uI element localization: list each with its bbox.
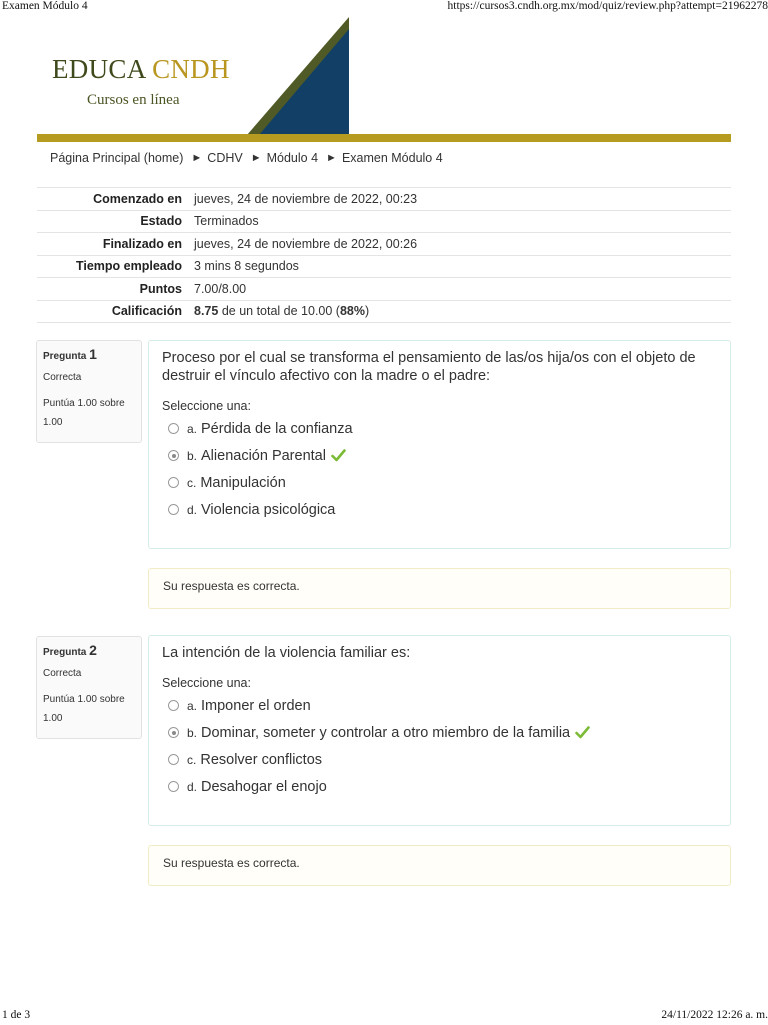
question-content-1: [148, 340, 731, 549]
grade-percent: 88%: [339, 304, 365, 319]
answer-options: [162, 415, 717, 523]
option-text: Manipulación: [200, 474, 286, 491]
question-label: Pregunta: [43, 351, 87, 362]
question-grade: Puntúa 1.00 sobre 1.00: [43, 694, 125, 724]
radio-button[interactable]: [168, 754, 179, 765]
radio-button-checked[interactable]: [168, 727, 179, 738]
print-footer: [0, 1009, 768, 1025]
option-text: Alienación Parental: [201, 447, 326, 464]
summary-label: Estado: [37, 210, 189, 233]
breadcrumb-separator-icon: ►: [326, 152, 337, 164]
question-info-2: [36, 636, 142, 739]
print-page-url: https://cursos3.cndh.org.mx/mod/quiz/review.php?attempt=21962278: [447, 0, 768, 12]
option-text: Violencia psicológica: [201, 501, 336, 518]
option-letter: d.: [187, 502, 198, 517]
answer-option[interactable]: [162, 692, 717, 719]
brand-name-accent: CNDH: [152, 54, 230, 84]
option-letter: a.: [187, 421, 198, 436]
summary-label: Puntos: [37, 278, 189, 301]
answer-options: [162, 692, 717, 800]
summary-value: 3 mins 8 segundos: [189, 255, 731, 278]
summary-row: [37, 233, 731, 256]
answer-option[interactable]: [162, 496, 717, 523]
radio-button-checked[interactable]: [168, 450, 179, 461]
option-letter: c.: [187, 752, 197, 767]
option-letter: b.: [187, 725, 198, 740]
site-header: [37, 17, 731, 143]
breadcrumb-item-module[interactable]: Módulo 4: [266, 151, 319, 165]
question-number-value: 1: [89, 346, 97, 362]
question-number-value: 2: [89, 642, 97, 658]
print-page-title: Examen Módulo 4: [2, 0, 88, 12]
answer-prompt: Seleccione una:: [162, 676, 251, 690]
breadcrumb-item-quiz[interactable]: Examen Módulo 4: [341, 151, 443, 165]
print-page-count: 1 de 3: [2, 1009, 31, 1021]
breadcrumb-item-home[interactable]: Página Principal (home): [50, 151, 184, 165]
summary-row: [37, 278, 731, 301]
question-number: [43, 642, 135, 658]
answer-prompt: Seleccione una:: [162, 399, 251, 413]
option-text: Pérdida de la confianza: [201, 420, 353, 437]
question-state: Correcta: [43, 668, 82, 679]
question-text: Proceso por el cual se transforma el pensamiento de las/os hija/os con el objeto de destruir el vínculo afectivo con la madre o el padre:: [162, 350, 696, 384]
summary-row: [37, 255, 731, 278]
question-label: Pregunta: [43, 647, 87, 658]
option-letter: c.: [187, 475, 197, 490]
grade-close: ): [365, 304, 370, 319]
radio-button[interactable]: [168, 423, 179, 434]
print-header: [0, 0, 768, 16]
breadcrumb: [50, 151, 443, 165]
summary-value: jueves, 24 de noviembre de 2022, 00:23: [189, 188, 731, 211]
question-feedback-2: Su respuesta es correcta.: [148, 845, 731, 886]
attempt-summary-table: [37, 187, 731, 323]
answer-option[interactable]: [162, 773, 717, 800]
header-divider: [37, 134, 731, 142]
option-text: Imponer el orden: [201, 697, 311, 714]
answer-option-selected[interactable]: [162, 719, 717, 746]
brand-subtitle: Cursos en línea: [87, 92, 180, 108]
summary-label: Tiempo empleado: [37, 255, 189, 278]
summary-row: [37, 210, 731, 233]
summary-row-grade: [37, 300, 731, 323]
question-feedback-1: Su respuesta es correcta.: [148, 568, 731, 609]
correct-check-icon: [575, 726, 590, 739]
option-letter: a.: [187, 698, 198, 713]
option-letter: b.: [187, 448, 198, 463]
breadcrumb-separator-icon: ►: [250, 152, 262, 164]
radio-button[interactable]: [168, 477, 179, 488]
question-grade: Puntúa 1.00 sobre 1.00: [43, 398, 125, 428]
summary-value: Terminados: [189, 210, 731, 233]
brand-name-main: EDUCA: [52, 54, 146, 84]
question-info-1: [36, 340, 142, 443]
print-datetime: 24/11/2022 12:26 a. m.: [661, 1009, 768, 1021]
option-text: Dominar, someter y controlar a otro miembro de la familia: [201, 724, 571, 741]
breadcrumb-separator-icon: ►: [191, 152, 203, 164]
summary-label: Finalizado en: [37, 233, 189, 256]
header-graphic: [245, 17, 351, 135]
question-number: [43, 346, 135, 362]
option-text: Resolver conflictos: [200, 751, 323, 768]
site-logo[interactable]: [52, 54, 230, 85]
summary-label: Comenzado en: [37, 188, 189, 211]
summary-label: Calificación: [37, 300, 189, 323]
breadcrumb-item-course[interactable]: CDHV: [207, 151, 243, 165]
summary-value: 7.00/8.00: [189, 278, 731, 301]
answer-option-selected[interactable]: [162, 442, 717, 469]
answer-option[interactable]: [162, 415, 717, 442]
grade-text: de un total de 10.00 (: [218, 304, 340, 319]
question-state: Correcta: [43, 372, 82, 383]
answer-option[interactable]: [162, 746, 717, 773]
question-text: La intención de la violencia familiar es:: [162, 645, 411, 661]
correct-check-icon: [331, 449, 346, 462]
option-text: Desahogar el enojo: [201, 778, 327, 795]
option-letter: d.: [187, 779, 198, 794]
grade-score: 8.75: [194, 304, 219, 319]
summary-grade-value: [189, 300, 731, 323]
radio-button[interactable]: [168, 700, 179, 711]
radio-button[interactable]: [168, 504, 179, 515]
radio-button[interactable]: [168, 781, 179, 792]
question-content-2: [148, 635, 731, 826]
answer-option[interactable]: [162, 469, 717, 496]
summary-row: [37, 188, 731, 211]
summary-value: jueves, 24 de noviembre de 2022, 00:26: [189, 233, 731, 256]
